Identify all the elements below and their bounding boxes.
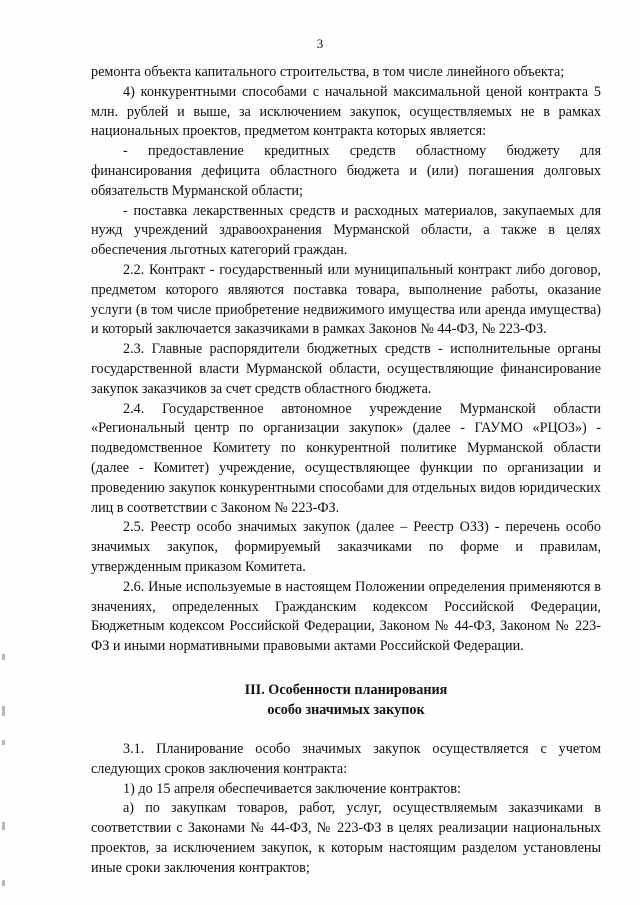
paragraphs-before-section bbox=[91, 63, 601, 657]
paragraph-clause-3-1: 3.1. Планирование особо значимых закупок осуществляется с учетом следующих сроков заключения контракта: bbox=[91, 740, 601, 777]
paragraph-clause-2-5: 2.5. Реестр особо значимых закупок (далее – Реестр ОЗЗ) - перечень особо значимых закупок, формируемый заказчиками по форме и правилам, утвержденным приказом Комитета. bbox=[91, 519, 601, 575]
section-heading-line-1: III. Особенности планирования bbox=[244, 681, 448, 698]
section-heading bbox=[91, 680, 601, 720]
scan-edge-mark bbox=[2, 740, 5, 745]
paragraph-clause-3-1-1-a: а) по закупкам товаров, работ, услуг, осуществляемым заказчиками в соответствии с Законами № 44-ФЗ, № 223-ФЗ в целях реализации национальных проектов, за исключением закупок, к которым настоящим разделом установлены иные сроки заключения контрактов; bbox=[91, 800, 601, 876]
scan-edge-mark bbox=[2, 706, 5, 716]
paragraph-clause-2-6: 2.6. Иные используемые в настоящем Положении определения применяются в значениях, определенных Гражданским кодексом Российской Федерации, Бюджетным кодексом Российской Федерации, Законом № 44-ФЗ, Законом № 223-ФЗ и иными нормативными правовыми актами Российской Федерации. bbox=[91, 578, 601, 655]
scan-edge-marks bbox=[0, 0, 10, 905]
paragraph-clause-2-2: 2.2. Контракт - государственный или муниципальный контракт либо договор, предметом которого являются поставка товара, выполнение работы, оказание услуги (в том числе приобретение недвижимого имущества или аренда имущества) и который заключается заказчиками в рамках Законов № 44-ФЗ, № 223-ФЗ. bbox=[91, 261, 601, 338]
paragraph-clause-2-4: 2.4. Государственное автономное учреждение Мурманской области «Региональный центр по организации закупок» (далее - ГАУМО «РЦОЗ») - подведомственное Комитету по конкурентной политике Мурманской области (далее - Комитет) учреждение, осуществляющее функции по организации и проведению закупок конкурентными способами для отдельных видов юридических лиц в соответствии с Законом № 223-ФЗ. bbox=[91, 400, 601, 516]
paragraph-item-4-dash-2: - поставка лекарственных средств и расходных материалов, закупаемых для нужд учреждений здравоохранения Мурманской области, а также в целях обеспечения льготных категорий граждан. bbox=[91, 202, 601, 259]
scan-edge-mark bbox=[2, 880, 5, 886]
page-number: 3 bbox=[316, 36, 324, 51]
document-body bbox=[91, 63, 601, 878]
paragraphs-after-section bbox=[91, 740, 601, 879]
paragraph-item-4-dash-1: - предоставление кредитных средств областному бюджету для финансирования дефицита областного бюджета и (или) погашения долговых обязательств Мурманской области; bbox=[91, 143, 601, 199]
paragraph-clause-2-3: 2.3. Главные распорядители бюджетных средств - исполнительные органы государственной власти Мурманской области, осуществляющие финансирование закупок заказчиков за счет средств областного бюджета. bbox=[91, 341, 601, 397]
paragraph-intro-cont: ремонта объекта капитального строительства, в том числе линейного объекта; bbox=[91, 64, 565, 80]
section-heading-line-2: особо значимых закупок bbox=[267, 701, 425, 718]
scan-edge-mark bbox=[2, 654, 5, 660]
paragraph-clause-3-1-1: 1) до 15 апреля обеспечивается заключение контрактов: bbox=[123, 780, 461, 797]
scan-edge-mark bbox=[2, 822, 5, 830]
paragraph-item-4: 4) конкурентными способами с начальной максимальной ценой контракта 5 млн. рублей и выше, за исключением закупок, осуществляемых не в рамках национальных проектов, предметом контракта которых является: bbox=[91, 83, 601, 140]
